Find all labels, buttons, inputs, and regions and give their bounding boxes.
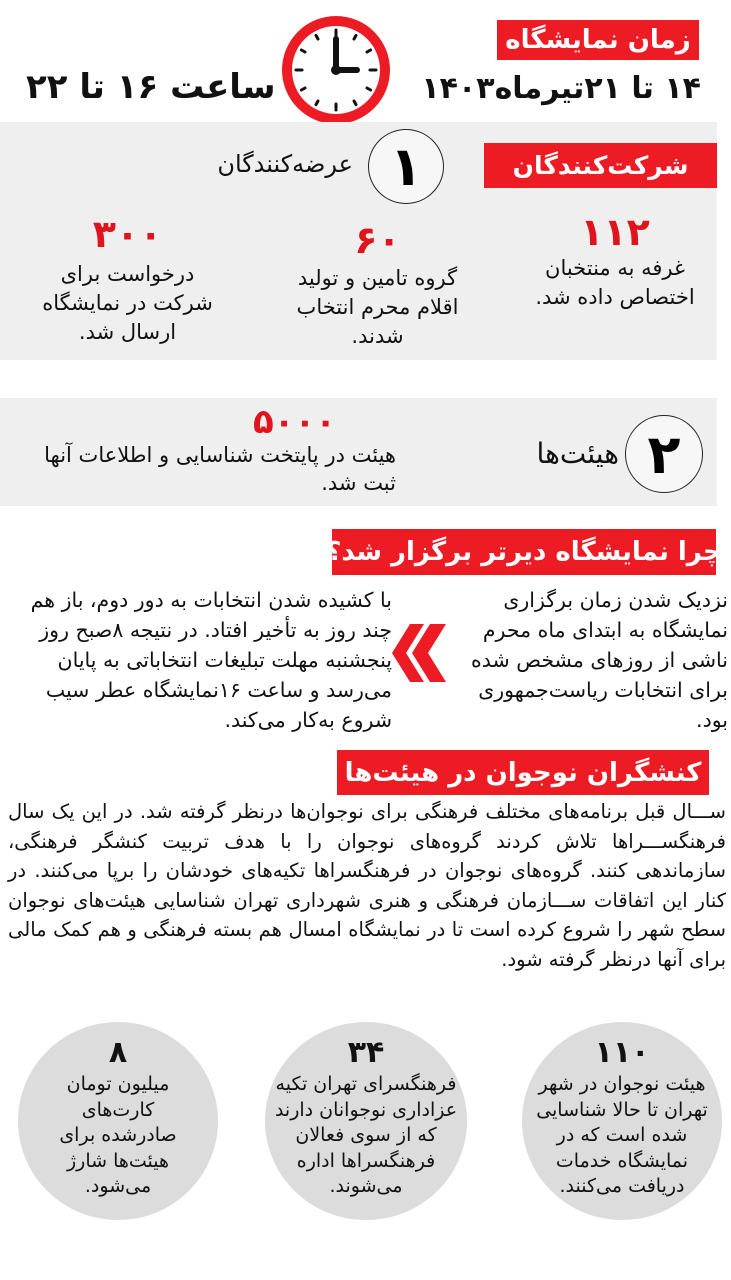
teen-activists-heading: کنشگران نوجوان در هیئت‌ها [337, 750, 709, 795]
stat-description: گروه تامین و تولید اقلام محرم انتخاب شدند. [296, 266, 459, 348]
bubble-cultural-centers [265, 1022, 467, 1220]
bubble-text: هیئت نوجوان در شهر تهران تا حالا شناسایی شده است که در نمایشگاه خدمات دریافت می‌کنند. [536, 1073, 708, 1197]
stat-description: هیئت در پایتخت شناسایی و اطلاعات آنها ثبت شد. [44, 443, 396, 495]
stat-description: درخواست برای شرکت در نمایشگاه ارسال شد. [42, 262, 213, 344]
bubble-value: ۱۱۰ [594, 1035, 650, 1070]
teen-activists-paragraph: ســـال قبل برنامه‌های مختلف فرهنگی برای نوجوان‌ها درنظر گرفته شد. در این یک سال فرهنگســـراها تلاش کردند گروه‌های نوجوان را با هدف تربیت کنشگر فرهنگی، سازماندهی کنند. گروه‌های نوجوان در فرهنگسراها تکیه‌های خودشان را برپا می‌کنند. در کنار این اتفاقات ســـازمان فرهنگی و هنری شهرداری تهران شناسایی هیئت‌های نوجوان سطح شهر را شروع کرده است تا در نمایشگاه امسال هم بسته فرهنگی و هم کمک مالی برای آنها درنظر گرفته شود. [8, 800, 726, 971]
participants-label: شرکت‌کنندگان [484, 143, 717, 188]
bubble-text: میلیون تومان کارت‌های صادرشده برای هیئت‌ها شارژ می‌شود. [59, 1073, 177, 1197]
bubble-text: فرهنگسرای تهران تکیه عزاداری نوجوانان دارند که از سوی فعالان فرهنگسراها اداره می‌شوند. [274, 1073, 458, 1197]
stat-requests [25, 212, 230, 347]
stat-value: ۵۰۰۰ [252, 402, 336, 442]
exhibition-dates: ۱۴ تا ۲۱تیرماه۱۴۰۳ [421, 71, 701, 106]
section-number-2: ۲ [625, 415, 703, 493]
stat-value: ۳۰۰ [92, 212, 163, 256]
clock-icon [277, 14, 395, 126]
stat-heyats [36, 403, 396, 497]
double-chevron-left-icon [388, 622, 450, 684]
bubble-cards [18, 1022, 218, 1220]
exhibitors-title: عرضه‌کنندگان [217, 150, 353, 178]
stat-value: ۶۰ [354, 218, 401, 262]
stat-value: ۱۱۲ [580, 210, 650, 254]
bubble-teen-heyats [522, 1022, 722, 1220]
exhibition-hours: ساعت ۱۶ تا ۲۲ [26, 67, 276, 107]
heyats-title: هیئت‌ها [536, 437, 619, 470]
stat-supply-groups [280, 218, 475, 351]
bubble-value: ۳۴ [347, 1035, 385, 1070]
stat-booths [520, 210, 710, 312]
why-late-heading: چرا نمایشگاه دیرتر برگزار شد؟ [332, 529, 716, 575]
why-late-left-text: با کشیده شدن انتخابات به دور دوم، باز هم چند روز به تأخیر افتاد. در نتیجه ۸صبح روز پنجشنبه مهلت تبلیغات انتخاباتی به پایان می‌رسد و ساعت ۱۶نمایشگاه عطر سیب شروع به‌کار می‌کند. [30, 588, 392, 732]
exhibition-time-label: زمان نمایشگاه [497, 20, 699, 60]
section-number-1: ۱ [368, 129, 444, 204]
why-late-right-text: نزدیک شدن زمان برگزاری نمایشگاه به ابتدای ماه محرم ناشی از روزهای مشخص شده برای انتخابات ریاست‌جمهوری بود. [471, 588, 728, 732]
bubble-value: ۸ [108, 1035, 128, 1070]
stat-description: غرفه به منتخبان اختصاص داده شد. [535, 256, 695, 309]
